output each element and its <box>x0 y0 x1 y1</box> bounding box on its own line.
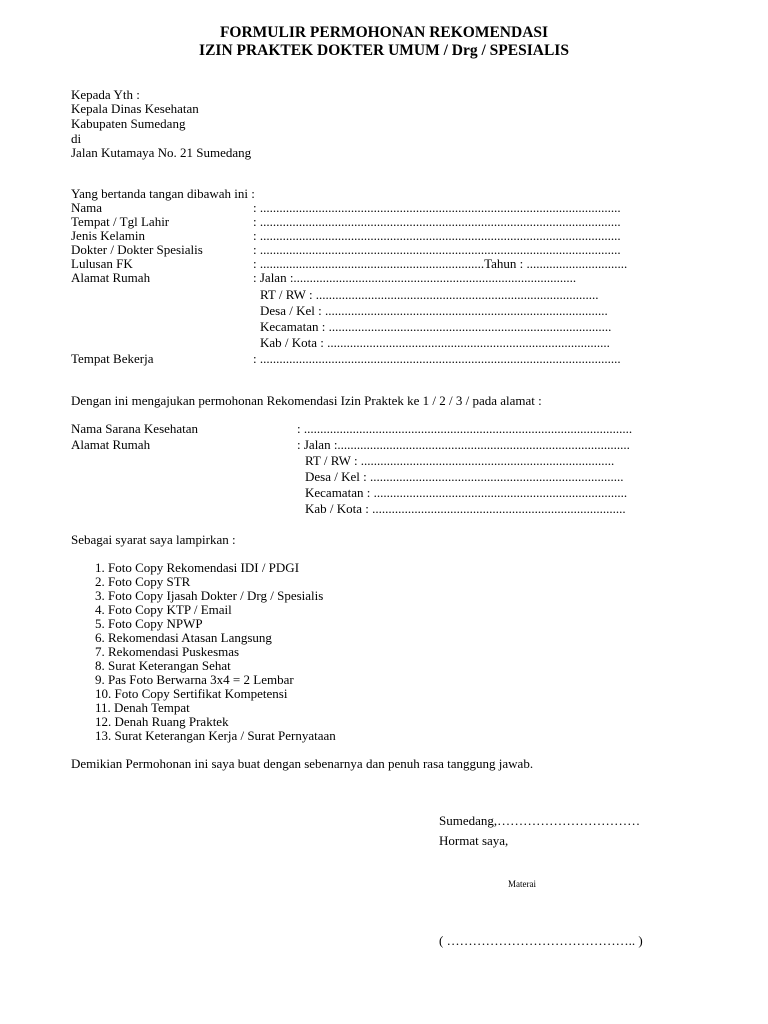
regards-text: Hormat saya, <box>439 833 509 848</box>
list-item: 6. Rekomendasi Atasan Langsung <box>95 630 272 645</box>
address-line2: Kabupaten Sumedang <box>71 116 186 131</box>
practice-street-field[interactable]: : Jalan :.......................................................................................... <box>297 438 630 452</box>
list-item: 1. Foto Copy Rekomendasi IDI / PDGI <box>95 560 300 575</box>
list-item: 12. Denah Ruang Praktek <box>95 714 229 729</box>
list-item: 9. Pas Foto Berwarna 3x4 = 2 Lembar <box>95 672 294 687</box>
list-item: 10. Foto Copy Sertifikat Kompetensi <box>95 686 288 701</box>
gender-field[interactable]: : ............................................................................................................... <box>253 229 621 243</box>
list-item: 5. Foto Copy NPWP <box>95 616 203 631</box>
home-rtrw-field[interactable]: RT / RW : ....................................................................................... <box>260 288 599 302</box>
address-line1: Kepala Dinas Kesehatan <box>71 101 199 116</box>
applicant-intro: Yang bertanda tangan dibawah ini : <box>71 186 255 201</box>
address-to: Kepada Yth : <box>71 87 140 102</box>
home-address-label: Alamat Rumah <box>71 270 151 285</box>
graduate-field[interactable]: : .....................................................................Tahun : ............................... <box>253 257 628 271</box>
form-title-line2: IZIN PRAKTEK DOKTER UMUM / Drg / SPESIALIS <box>199 42 569 59</box>
stamp-label: Materai <box>508 879 536 889</box>
home-desa-field[interactable]: Desa / Kel : ....................................................................................... <box>260 304 608 318</box>
practice-rtrw-field[interactable]: RT / RW : .............................................................................. <box>305 454 615 468</box>
list-item: 11. Denah Tempat <box>95 700 190 715</box>
practice-kab-field[interactable]: Kab / Kota : .............................................................................. <box>305 502 626 516</box>
closing-statement: Demikian Permohonan ini saya buat dengan sebenarnya dan penuh rasa tanggung jawab. <box>71 756 534 771</box>
address-line4: Jalan Kutamaya No. 21 Sumedang <box>71 145 252 160</box>
home-kecamatan-field[interactable]: Kecamatan : ....................................................................................... <box>260 320 612 334</box>
workplace-label: Tempat Bekerja <box>71 351 154 366</box>
practice-kecamatan-field[interactable]: Kecamatan : .............................................................................. <box>305 486 628 500</box>
list-item: 8. Surat Keterangan Sehat <box>95 658 231 673</box>
home-kab-field[interactable]: Kab / Kota : ....................................................................................... <box>260 336 610 350</box>
workplace-field[interactable]: : ............................................................................................................... <box>253 352 621 366</box>
name-label: Nama <box>71 200 103 215</box>
list-item: 13. Surat Keterangan Kerja / Surat Pernyataan <box>95 728 336 743</box>
list-item: 4. Foto Copy KTP / Email <box>95 602 232 617</box>
form-title-line1: FORMULIR PERMOHONAN REKOMENDASI <box>219 24 549 41</box>
list-item: 3. Foto Copy Ijasah Dokter / Drg / Spesialis <box>95 588 324 603</box>
birth-label: Tempat / Tgl Lahir <box>71 214 170 229</box>
birth-field[interactable]: : ............................................................................................................... <box>253 215 621 229</box>
doctor-type-label: Dokter / Dokter Spesialis <box>71 242 203 257</box>
address-line3: di <box>71 131 82 146</box>
practice-address-label: Alamat Rumah <box>71 437 151 452</box>
home-street-field[interactable]: : Jalan :....................................................................................... <box>253 271 577 285</box>
facility-field[interactable]: : ..................................................................................................... <box>297 422 633 436</box>
name-field[interactable]: : ............................................................................................................... <box>253 201 621 215</box>
facility-label: Nama Sarana Kesehatan <box>71 421 199 436</box>
request-text: Dengan ini mengajukan permohonan Rekomendasi Izin Praktek ke 1 / 2 / 3 / pada alamat : <box>71 393 542 408</box>
practice-desa-field[interactable]: Desa / Kel : .............................................................................. <box>305 470 624 484</box>
doctor-type-field[interactable]: : ............................................................................................................... <box>253 243 621 257</box>
list-item: 7. Rekomendasi Puskesmas <box>95 644 240 659</box>
list-item: 2. Foto Copy STR <box>95 574 191 589</box>
place-date-field[interactable]: Sumedang,…………………………… <box>439 813 641 828</box>
gender-label: Jenis Kelamin <box>71 228 146 243</box>
signature-name-field[interactable]: ( …………………………………….. ) <box>439 933 643 948</box>
graduate-label: Lulusan FK <box>71 256 133 271</box>
requirements-intro: Sebagai syarat saya lampirkan : <box>71 532 236 547</box>
